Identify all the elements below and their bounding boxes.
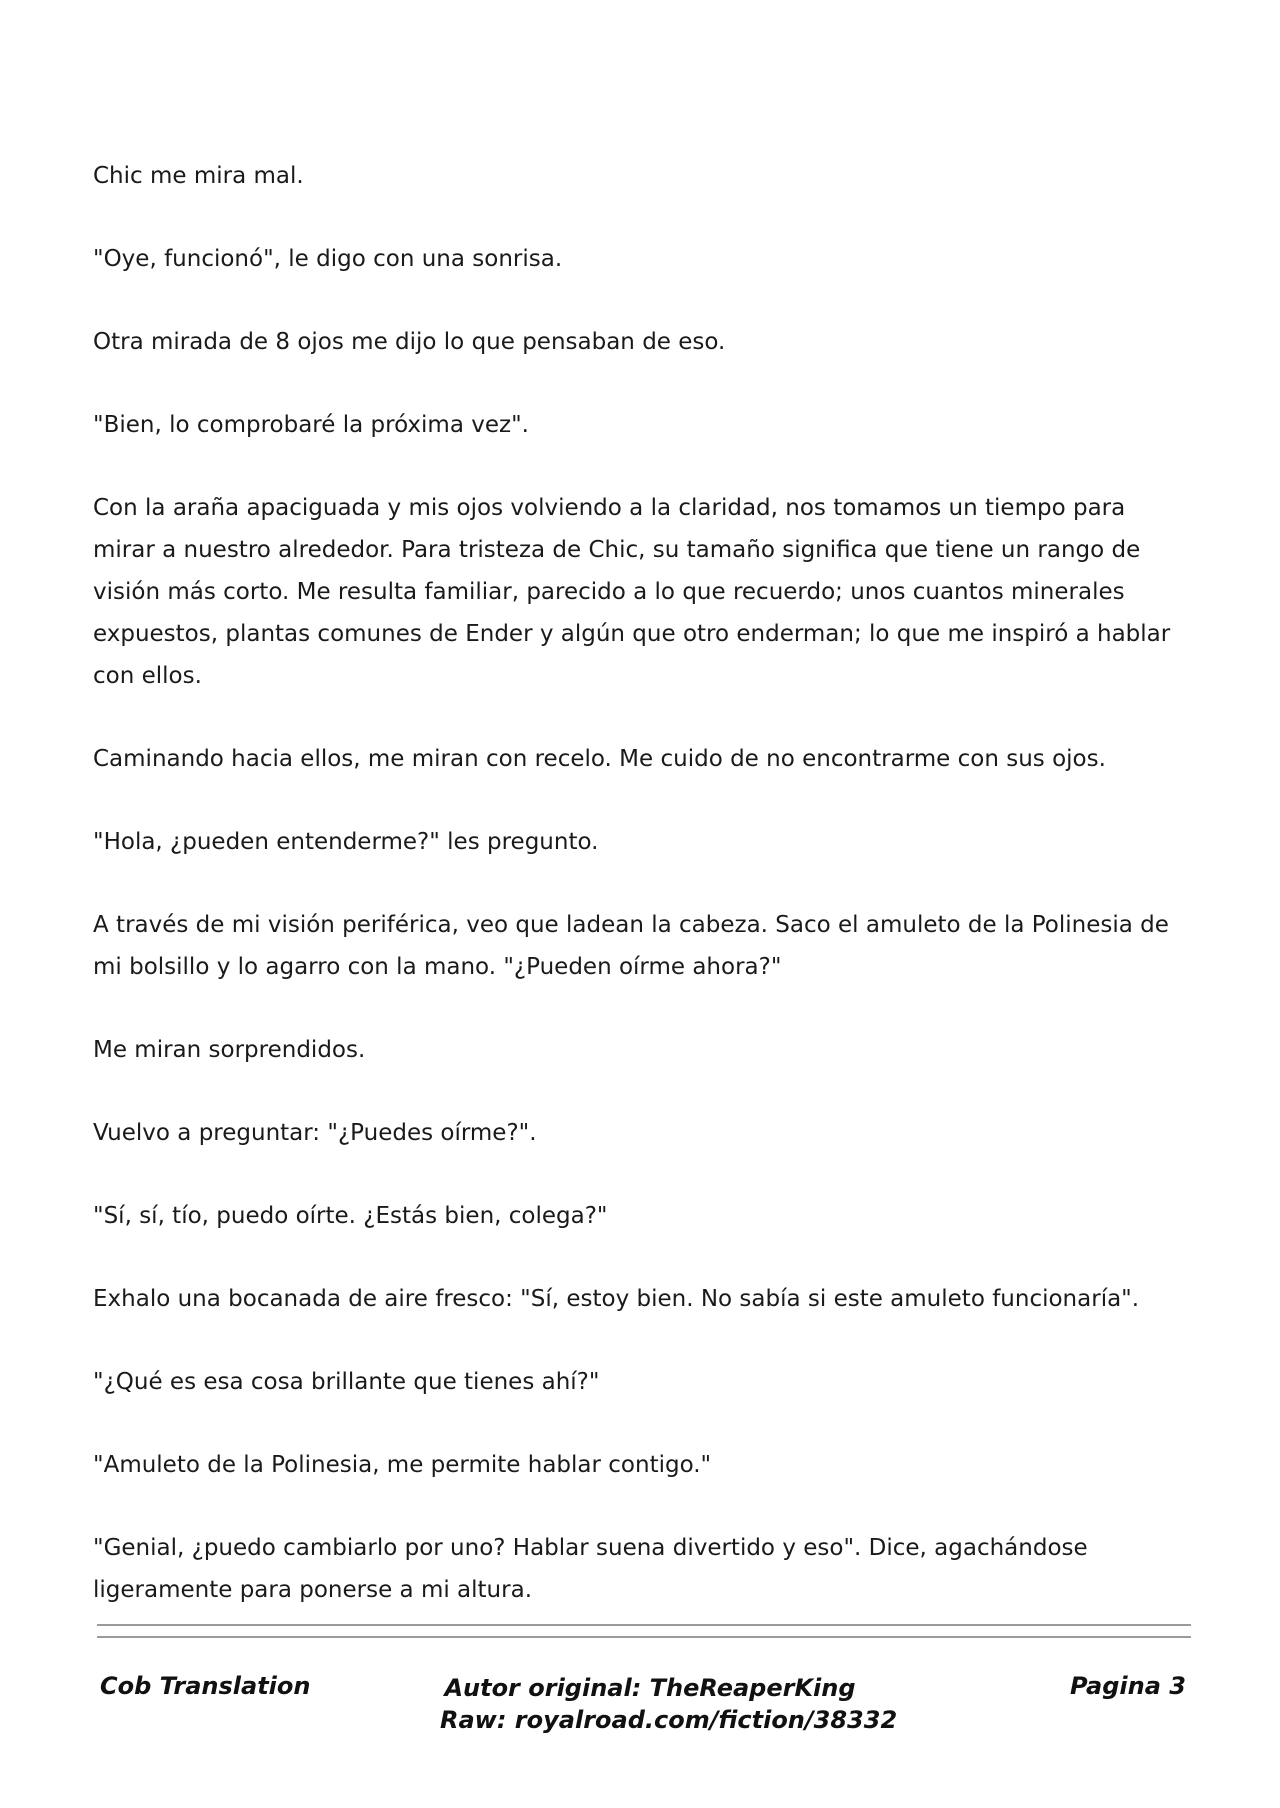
paragraph: Otra mirada de 8 ojos me dijo lo que pensaban de eso. xyxy=(93,329,726,355)
footer-translator: Cob Translation xyxy=(100,1672,311,1700)
paragraph: Caminando hacia ellos, me miran con recelo. Me cuido de no encontrarme con sus ojos. xyxy=(93,746,1106,772)
paragraph: Vuelvo a preguntar: "¿Puedes oírme?". xyxy=(93,1120,537,1146)
paragraph: "Amuleto de la Polinesia, me permite hablar contigo." xyxy=(93,1452,712,1478)
footer-page-number: Pagina 3 xyxy=(1070,1672,1186,1700)
footer-credits xyxy=(440,1672,898,1736)
footer-source: Raw: royalroad.com/fiction/38332 xyxy=(440,1706,898,1734)
paragraph: "Genial, ¿puedo cambiarlo por uno? Hablar suena divertido y eso". Dice, agachándose ligeramente para ponerse a mi altura. xyxy=(93,1535,1088,1603)
paragraph: "¿Qué es esa cosa brillante que tienes ahí?" xyxy=(93,1369,600,1395)
paragraph: Exhalo una bocanada de aire fresco: "Sí, estoy bien. No sabía si este amuleto funcionaría". xyxy=(93,1286,1140,1312)
paragraph: Con la araña apaciguada y mis ojos volviendo a la claridad, nos tomamos un tiempo para mirar a nuestro alrededor. Para tristeza de Chic, su tamaño significa que tiene un rango de visión más corto. Me resulta familiar, parecido a lo que recuerdo; unos cuantos minerales expuestos, plantas comunes de Ender y algún que otro enderman; lo que me inspiró a hablar con ellos. xyxy=(93,495,1171,689)
paragraph: Chic me mira mal. xyxy=(93,163,304,189)
chapter-body xyxy=(93,155,1193,1652)
paragraph: A través de mi visión periférica, veo que ladean la cabeza. Saco el amuleto de la Polinesia de mi bolsillo y lo agarro con la mano. "¿Pueden oírme ahora?" xyxy=(93,912,1169,980)
paragraph: "Bien, lo comprobaré la próxima vez". xyxy=(93,412,529,438)
footer-divider-bottom xyxy=(97,1636,1191,1638)
paragraph: "Hola, ¿pueden entenderme?" les pregunto. xyxy=(93,829,599,855)
footer-divider-top xyxy=(97,1624,1191,1626)
paragraph: Me miran sorprendidos. xyxy=(93,1037,366,1063)
footer-author: Autor original: TheReaperKing xyxy=(444,1674,856,1702)
paragraph: "Sí, sí, tío, puedo oírte. ¿Estás bien, colega?" xyxy=(93,1203,608,1229)
paragraph: "Oye, funcionó", le digo con una sonrisa. xyxy=(93,246,563,272)
